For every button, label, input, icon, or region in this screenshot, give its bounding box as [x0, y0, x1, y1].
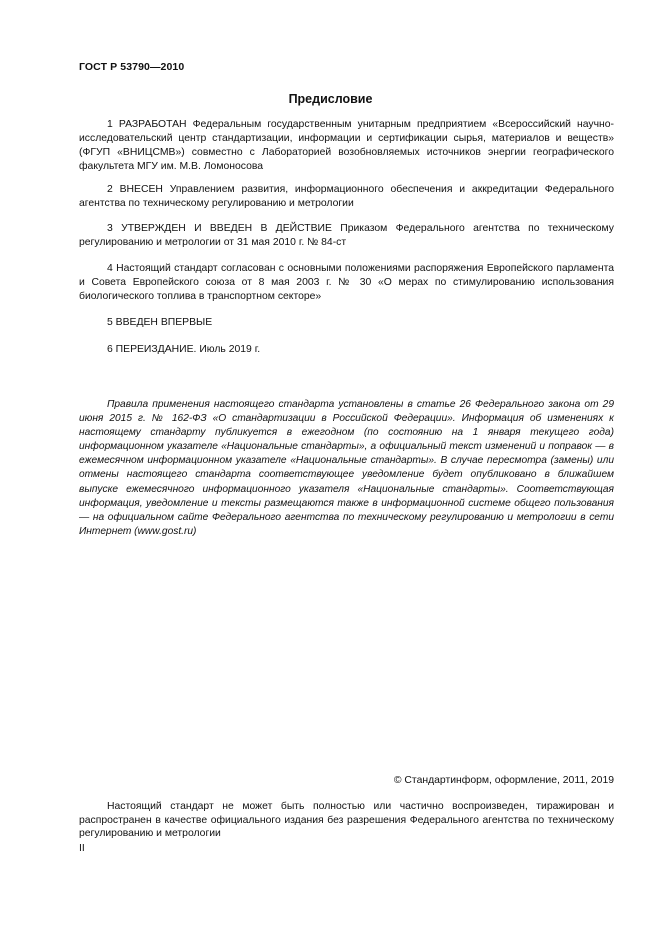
reproduction-notice: Настоящий стандарт не может быть полностью или частично воспроизведен, тиражирован и распространен в качестве официального издания без разрешения Федерального агентства по техническому регулированию и метрологии — [79, 801, 614, 840]
paragraph-5-first-introduced: 5 ВВЕДЕН ВПЕРВЫЕ — [107, 317, 213, 328]
rules-notice: Правила применения настоящего стандарта установлены в статье 26 Федерального закона от 29 июня 2015 г. № 162-ФЗ «О стандартизации в Российской Федерации». Информация об изменениях к настоящему стандарту публикуется в ежегодном (по состоянию на 1 января текущего года) информационном указателе «Национальные стандарты», а официальный текст изменений и поправок — в ежемесячном информационном указателе «Национальные стандарты». В случае пересмотра (замены) или отмены настоящего стандарта соответствующее уведомление будет опубликовано в ближайшем выпуске ежемесячного информационного указателя «Национальные стандарты». Соответствующая информация, уведомление и тексты размещаются также в информационной системе общего пользования — на официальном сайте Федерального агентства по техническому регулированию и метрологии в сети Интернет (www.gost.ru) — [79, 399, 614, 537]
paragraph-2-submitted: 2 ВНЕСЕН Управлением развития, информационного обеспечения и аккредитации Федерального агентства по техническому регулированию и метрологии — [79, 184, 614, 209]
paragraph-4-harmonized: 4 Настоящий стандарт согласован с основными положениями распоряжения Европейского парламента и Совета Европейского союза от 8 мая 2003 г. № 30 «О мерах по стимулированию использования биологического топлива в транспортном секторе» — [79, 263, 614, 302]
paragraph-6-republication: 6 ПЕРЕИЗДАНИЕ. Июль 2019 г. — [107, 344, 261, 355]
paragraph-3-approved: 3 УТВЕРЖДЕН И ВВЕДЕН В ДЕЙСТВИЕ Приказом Федерального агентства по техническому регулированию и метрологии от 31 мая 2010 г. № 84-ст — [79, 223, 614, 248]
paragraph-1-developed: 1 РАЗРАБОТАН Федеральным государственным унитарным предприятием «Всероссийский научно-исследовательский центр стандартизации, информации и сертификации сырья, материалов и веществ» (ФГУП «ВНИЦСМВ») совместно с Лабораторией возобновляемых источников энергии географического факультета МГУ им. М.В. Ломоносова — [79, 119, 614, 172]
page-title: Предисловие — [288, 92, 373, 106]
page-number: II — [79, 843, 85, 854]
copyright-line: © Стандартинформ, оформление, 2011, 2019 — [393, 775, 614, 786]
standard-number: ГОСТ Р 53790—2010 — [79, 61, 185, 73]
